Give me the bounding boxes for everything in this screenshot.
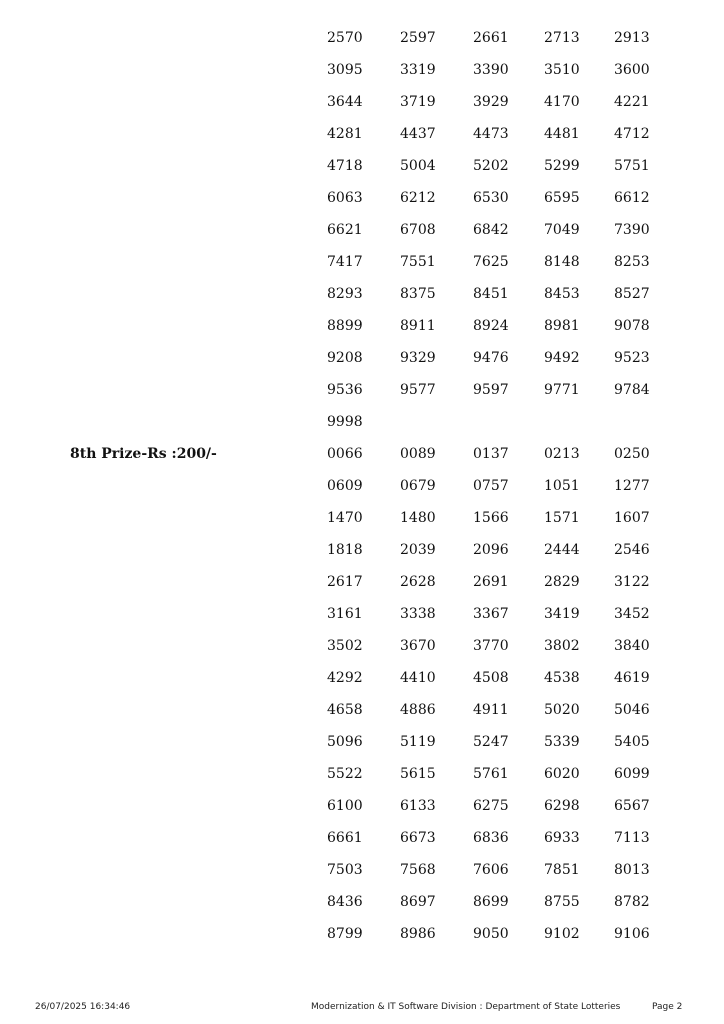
ticket-number: 2713 (544, 30, 580, 46)
ticket-number: 3719 (400, 94, 436, 110)
ticket-number: 3840 (614, 638, 650, 654)
ticket-number: 1818 (327, 542, 363, 558)
ticket-number: 8911 (400, 318, 436, 334)
ticket-number: 6530 (473, 190, 509, 206)
footer-timestamp: 26/07/2025 16:34:46 (35, 1002, 131, 1012)
ticket-number: 8981 (544, 318, 580, 334)
ticket-number: 4410 (400, 670, 436, 686)
prize-a-row (0, 190, 724, 222)
ticket-number: 9476 (473, 350, 509, 366)
ticket-number: 1566 (473, 510, 509, 526)
ticket-number: 6661 (327, 830, 363, 846)
ticket-number: 3670 (400, 638, 436, 654)
ticket-number: 6708 (400, 222, 436, 238)
ticket-number: 5119 (400, 734, 436, 750)
ticket-number: 6100 (327, 798, 363, 814)
ticket-number: 9771 (544, 382, 580, 398)
ticket-number: 5761 (473, 766, 509, 782)
prize-a-row (0, 254, 724, 286)
ticket-number: 3367 (473, 606, 509, 622)
ticket-number: 8013 (614, 862, 650, 878)
ticket-number: 6212 (400, 190, 436, 206)
footer-page-number: Page 2 (652, 1002, 683, 1012)
ticket-number: 3122 (614, 574, 650, 590)
prize-8th-row (0, 734, 724, 766)
ticket-number: 9523 (614, 350, 650, 366)
prize-a-row (0, 222, 724, 254)
ticket-number: 7417 (327, 254, 363, 270)
ticket-number: 0213 (544, 446, 580, 462)
ticket-number: 6567 (614, 798, 650, 814)
ticket-number: 9492 (544, 350, 580, 366)
prize-8th-row (0, 542, 724, 574)
ticket-number: 9597 (473, 382, 509, 398)
ticket-number: 7113 (614, 830, 650, 846)
prize-a-row (0, 30, 724, 62)
ticket-number: 8755 (544, 894, 580, 910)
ticket-number: 5004 (400, 158, 436, 174)
ticket-number: 7851 (544, 862, 580, 878)
ticket-number: 6836 (473, 830, 509, 846)
ticket-number: 1607 (614, 510, 650, 526)
page-footer (0, 1000, 724, 1014)
ticket-number: 5247 (473, 734, 509, 750)
ticket-number: 4473 (473, 126, 509, 142)
ticket-number: 5339 (544, 734, 580, 750)
ticket-number: 6298 (544, 798, 580, 814)
ticket-number: 9998 (327, 414, 363, 430)
ticket-number: 7606 (473, 862, 509, 878)
ticket-number: 5202 (473, 158, 509, 174)
ticket-number: 6842 (473, 222, 509, 238)
ticket-number: 9329 (400, 350, 436, 366)
ticket-number: 5615 (400, 766, 436, 782)
ticket-number: 1470 (327, 510, 363, 526)
ticket-number: 8986 (400, 926, 436, 942)
ticket-number: 8899 (327, 318, 363, 334)
ticket-number: 5299 (544, 158, 580, 174)
ticket-number: 3802 (544, 638, 580, 654)
ticket-number: 7568 (400, 862, 436, 878)
prize-8th-row (0, 510, 724, 542)
ticket-number: 3390 (473, 62, 509, 78)
ticket-number: 6099 (614, 766, 650, 782)
ticket-number: 0066 (327, 446, 363, 462)
prize-a-row (0, 126, 724, 158)
prize-a-row (0, 350, 724, 382)
footer-division: Modernization & IT Software Division : Department of State Lotteries (311, 1002, 621, 1012)
ticket-number: 6595 (544, 190, 580, 206)
ticket-number: 1480 (400, 510, 436, 526)
ticket-number: 2617 (327, 574, 363, 590)
ticket-number: 2546 (614, 542, 650, 558)
prize-8th-row (0, 670, 724, 702)
ticket-number: 4221 (614, 94, 650, 110)
ticket-number: 5046 (614, 702, 650, 718)
ticket-number: 2597 (400, 30, 436, 46)
prize-8th-row (0, 702, 724, 734)
ticket-number: 4508 (473, 670, 509, 686)
ticket-number: 9208 (327, 350, 363, 366)
ticket-number: 5020 (544, 702, 580, 718)
ticket-number: 3338 (400, 606, 436, 622)
ticket-number: 9050 (473, 926, 509, 942)
prize-8th-row (0, 894, 724, 926)
ticket-number: 5522 (327, 766, 363, 782)
ticket-number: 7551 (400, 254, 436, 270)
ticket-number: 1277 (614, 478, 650, 494)
ticket-number: 7049 (544, 222, 580, 238)
ticket-number: 2691 (473, 574, 509, 590)
ticket-number: 6621 (327, 222, 363, 238)
prize-8th-row (0, 830, 724, 862)
ticket-number: 2628 (400, 574, 436, 590)
ticket-number: 6933 (544, 830, 580, 846)
prize-8th-row (0, 446, 724, 478)
ticket-number: 0089 (400, 446, 436, 462)
ticket-number: 5096 (327, 734, 363, 750)
ticket-number: 5751 (614, 158, 650, 174)
ticket-number: 3770 (473, 638, 509, 654)
ticket-number: 0137 (473, 446, 509, 462)
ticket-number: 4437 (400, 126, 436, 142)
prize-a-row (0, 286, 724, 318)
prize-8th-row (0, 638, 724, 670)
ticket-number: 6673 (400, 830, 436, 846)
ticket-number: 8799 (327, 926, 363, 942)
ticket-number: 8375 (400, 286, 436, 302)
ticket-number: 0250 (614, 446, 650, 462)
ticket-number: 9577 (400, 382, 436, 398)
ticket-number: 3452 (614, 606, 650, 622)
prize-label-8th: 8th Prize-Rs :200/- (70, 446, 217, 462)
ticket-number: 8451 (473, 286, 509, 302)
ticket-number: 0757 (473, 478, 509, 494)
ticket-number: 7625 (473, 254, 509, 270)
prize-a-row (0, 414, 724, 446)
ticket-number: 0609 (327, 478, 363, 494)
ticket-number: 6063 (327, 190, 363, 206)
ticket-number: 4281 (327, 126, 363, 142)
ticket-number: 4170 (544, 94, 580, 110)
ticket-number: 4886 (400, 702, 436, 718)
ticket-number: 4619 (614, 670, 650, 686)
ticket-number: 7390 (614, 222, 650, 238)
ticket-number: 3161 (327, 606, 363, 622)
ticket-number: 2570 (327, 30, 363, 46)
ticket-number: 6612 (614, 190, 650, 206)
ticket-number: 4718 (327, 158, 363, 174)
ticket-number: 5405 (614, 734, 650, 750)
ticket-number: 8148 (544, 254, 580, 270)
prize-a-row (0, 94, 724, 126)
ticket-number: 7503 (327, 862, 363, 878)
ticket-number: 3502 (327, 638, 363, 654)
ticket-number: 8453 (544, 286, 580, 302)
ticket-number: 1571 (544, 510, 580, 526)
ticket-number: 3419 (544, 606, 580, 622)
prize-8th-row (0, 606, 724, 638)
ticket-number: 9078 (614, 318, 650, 334)
ticket-number: 9536 (327, 382, 363, 398)
prize-8th-row (0, 798, 724, 830)
prize-a-row (0, 158, 724, 190)
ticket-number: 1051 (544, 478, 580, 494)
prize-a-row (0, 62, 724, 94)
ticket-number: 4658 (327, 702, 363, 718)
ticket-number: 3644 (327, 94, 363, 110)
ticket-number: 3095 (327, 62, 363, 78)
ticket-number: 8253 (614, 254, 650, 270)
ticket-number: 2829 (544, 574, 580, 590)
prize-8th-row (0, 574, 724, 606)
ticket-number: 4292 (327, 670, 363, 686)
ticket-number: 0679 (400, 478, 436, 494)
ticket-number: 3600 (614, 62, 650, 78)
ticket-number: 2039 (400, 542, 436, 558)
ticket-number: 8293 (327, 286, 363, 302)
ticket-number: 9102 (544, 926, 580, 942)
ticket-number: 2096 (473, 542, 509, 558)
ticket-number: 6133 (400, 798, 436, 814)
ticket-number: 3929 (473, 94, 509, 110)
prize-8th-row (0, 862, 724, 894)
ticket-number: 2661 (473, 30, 509, 46)
ticket-number: 8527 (614, 286, 650, 302)
ticket-number: 8697 (400, 894, 436, 910)
prize-8th-row (0, 766, 724, 798)
ticket-number: 9106 (614, 926, 650, 942)
prize-8th-row (0, 926, 724, 958)
prize-a-row (0, 318, 724, 350)
ticket-number: 3510 (544, 62, 580, 78)
ticket-number: 8699 (473, 894, 509, 910)
ticket-number: 6020 (544, 766, 580, 782)
prize-a-row (0, 382, 724, 414)
prize-8th-row (0, 478, 724, 510)
ticket-number: 8436 (327, 894, 363, 910)
ticket-number: 4538 (544, 670, 580, 686)
ticket-number: 4712 (614, 126, 650, 142)
ticket-number: 6275 (473, 798, 509, 814)
ticket-number: 3319 (400, 62, 436, 78)
ticket-number: 2444 (544, 542, 580, 558)
ticket-number: 8782 (614, 894, 650, 910)
ticket-number: 9784 (614, 382, 650, 398)
ticket-number: 2913 (614, 30, 650, 46)
ticket-number: 4911 (473, 702, 509, 718)
ticket-number: 4481 (544, 126, 580, 142)
ticket-number: 8924 (473, 318, 509, 334)
